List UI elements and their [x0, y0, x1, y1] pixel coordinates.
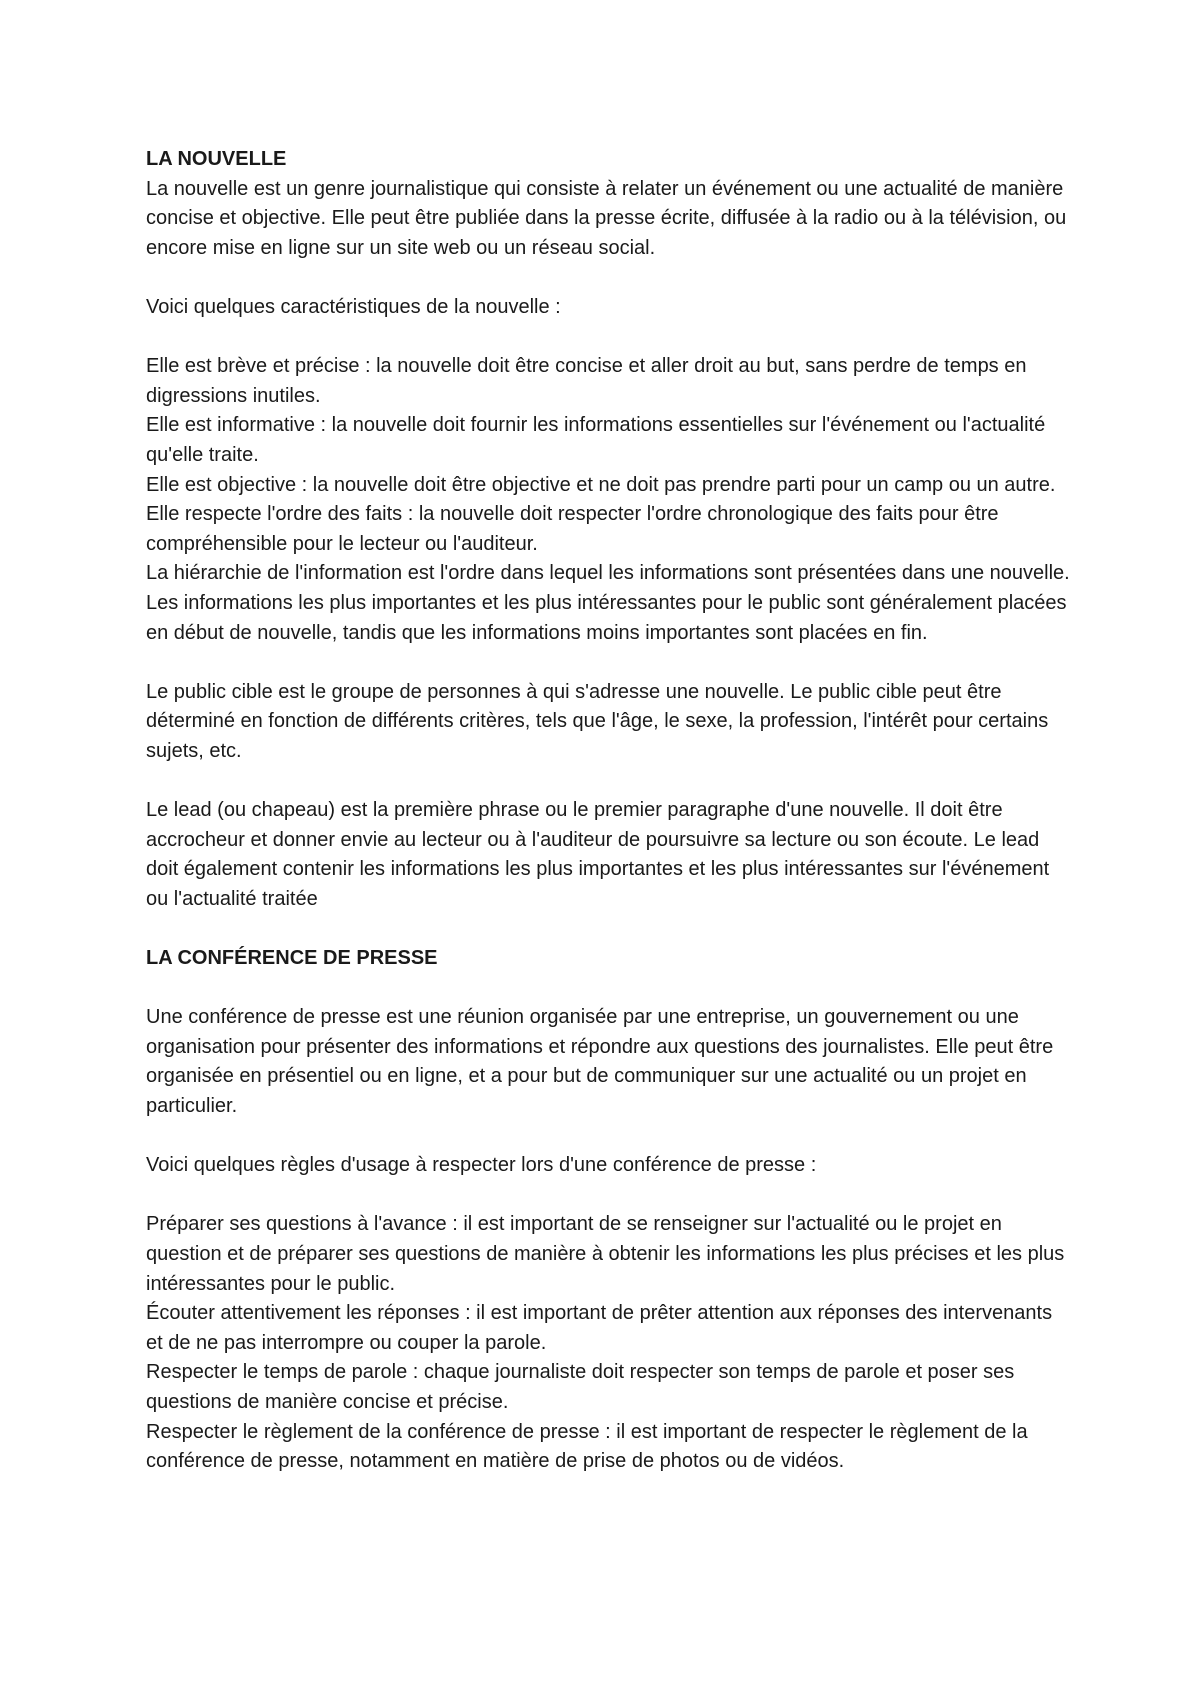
document-page [146, 145, 1072, 1477]
nouvelle-characteristic-item: Elle est brève et précise : la nouvelle doit être concise et aller droit au but, sans perdre de temps en digressions inutiles. [146, 355, 1027, 407]
conference-list-intro: Voici quelques règles d'usage à respecter lors d'une conférence de presse : [146, 1154, 817, 1177]
paragraph-spacer [146, 1181, 1072, 1211]
section-title-conference: LA CONFÉRENCE DE PRESSE [146, 947, 438, 970]
nouvelle-characteristic-item: Elle est informative : la nouvelle doit fournir les informations essentielles sur l'événement ou l'actualité qu'elle traite. [146, 414, 1046, 466]
paragraph-spacer [146, 323, 1072, 353]
conference-rule-item: Écouter attentivement les réponses : il est important de prêter attention aux réponses des intervenants et de ne pas interrompre ou couper la parole. [146, 1302, 1053, 1354]
nouvelle-characteristic-item: La hiérarchie de l'information est l'ordre dans lequel les informations sont présentées dans une nouvelle. Les informations les plus importantes et les plus intéressantes pour le public sont généralement placées en début de nouvelle, tandis que les informations moins importantes sont placées en fin. [146, 562, 1070, 644]
lead-paragraph: Le lead (ou chapeau) est la première phrase ou le premier paragraphe d'une nouvelle. Il doit être accrocheur et donner envie au lecteur ou à l'auditeur de poursuivre sa lecture ou son écoute. Le lead doit également contenir les informations les plus importantes et les plus intéressantes sur l'événement ou l'actualité traitée [146, 799, 1050, 910]
paragraph-spacer [146, 648, 1072, 678]
public-cible-paragraph: Le public cible est le groupe de personnes à qui s'adresse une nouvelle. Le public cible peut être déterminé en fonction de différents critères, tels que l'âge, le sexe, la profession, l'intérêt pour certains sujets, etc. [146, 680, 1049, 762]
paragraph-spacer [146, 914, 1072, 944]
paragraph-spacer [146, 1122, 1072, 1152]
paragraph-spacer [146, 766, 1072, 796]
nouvelle-characteristic-item: Elle est objective : la nouvelle doit être objective et ne doit pas prendre parti pour un camp ou un autre. [146, 473, 1056, 496]
nouvelle-list-intro: Voici quelques caractéristiques de la nouvelle : [146, 295, 561, 318]
section-title-nouvelle: LA NOUVELLE [146, 148, 287, 170]
conference-intro-paragraph: Une conférence de presse est une réunion organisée par une entreprise, un gouvernement ou une organisation pour présenter des informations et répondre aux questions des journalistes. Elle peut être organisée en présentiel ou en ligne, et a pour but de communiquer sur une actualité ou un projet en particulier. [146, 1006, 1054, 1117]
nouvelle-intro-paragraph: La nouvelle est un genre journalistique qui consiste à relater un événement ou une actualité de manière concise et objective. Elle peut être publiée dans la presse écrite, diffusée à la radio ou à la télévision, ou encore mise en ligne sur un site web ou un réseau social. [146, 177, 1067, 259]
conference-rule-item: Préparer ses questions à l'avance : il est important de se renseigner sur l'actualité ou le projet en question et de préparer ses questions de manière à obtenir les informations les plus précises et les plus intéressantes pour le public. [146, 1213, 1065, 1295]
nouvelle-characteristic-item: Elle respecte l'ordre des faits : la nouvelle doit respecter l'ordre chronologique des faits pour être compréhensible pour le lecteur ou l'auditeur. [146, 503, 999, 555]
paragraph-spacer [146, 263, 1072, 293]
conference-rule-item: Respecter le temps de parole : chaque journaliste doit respecter son temps de parole et poser ses questions de manière concise et précise. [146, 1361, 1015, 1413]
conference-rule-item: Respecter le règlement de la conférence de presse : il est important de respecter le règlement de la conférence de presse, notamment en matière de prise de photos ou de vidéos. [146, 1420, 1028, 1473]
paragraph-spacer [146, 974, 1072, 1004]
